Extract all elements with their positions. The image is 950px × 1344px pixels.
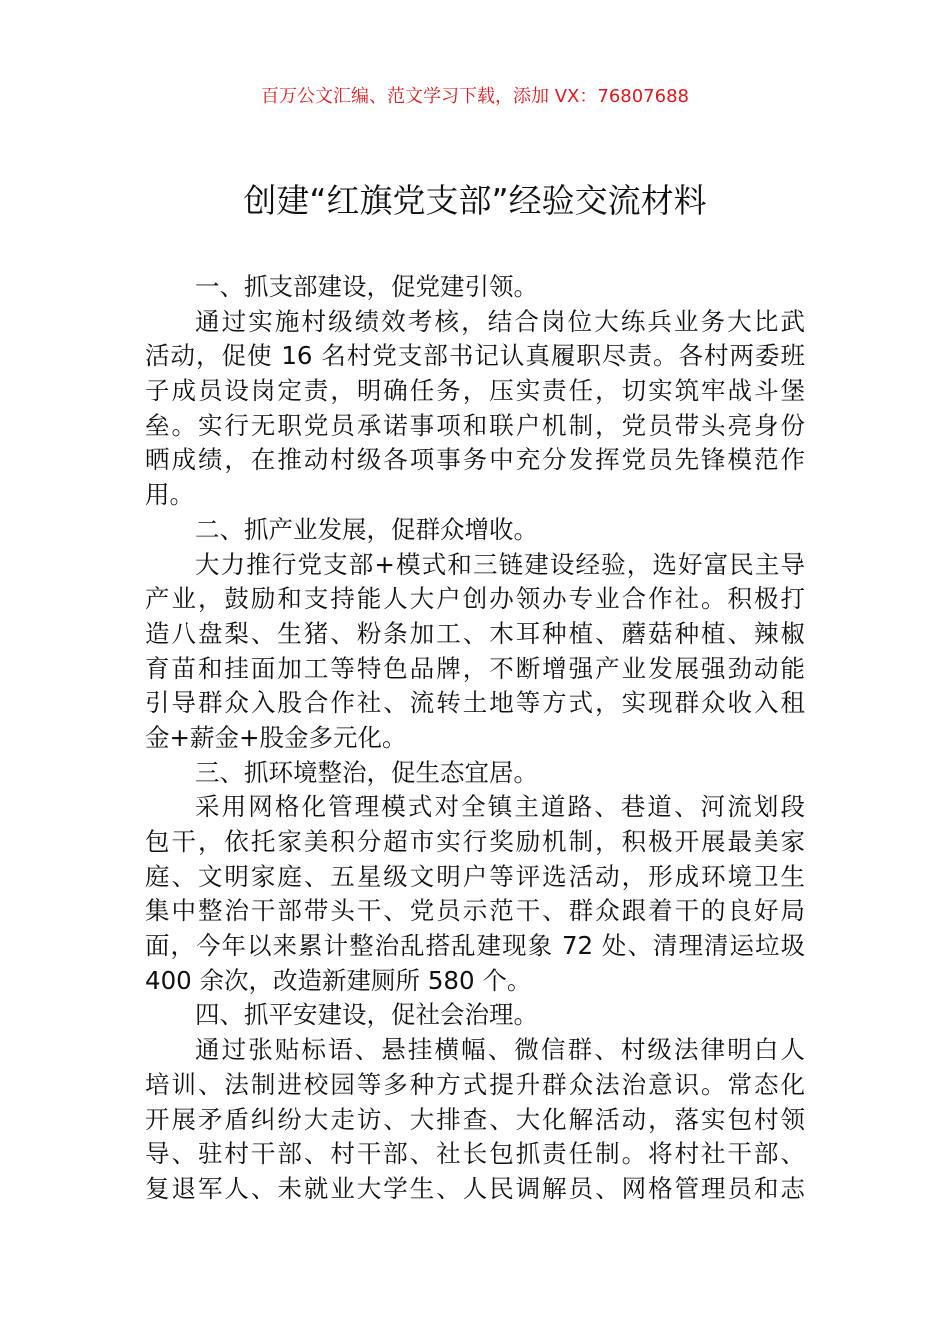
paragraph-line: 造八盘梨、生猪、粉条加工、木耳种植、蘑菇种植、辣椒: [145, 618, 805, 648]
paragraph-line: 子成员设岗定责，明确任务，压实责任，切实筑牢战斗堡: [145, 376, 805, 406]
document-body: [145, 270, 805, 1207]
paragraph-line: 大力推行党支部+模式和三链建设经验，选好富民主导: [195, 549, 805, 579]
section-heading: 一、抓支部建设，促党建引领。: [195, 272, 538, 301]
paragraph-line: 通过实施村级绩效考核，结合岗位大练兵业务大比武: [195, 306, 805, 336]
paragraph-line: 垒。实行无职党员承诺事项和联户机制，党员带头亮身份: [145, 410, 805, 440]
paragraph-line: 用。: [145, 480, 194, 510]
paragraph-line: 活动，促使 16 名村党支部书记认真履职尽责。各村两委班: [145, 341, 805, 371]
paragraph-line: 通过张贴标语、悬挂横幅、微信群、村级法律明白人: [195, 1035, 805, 1065]
watermark-banner: 百万公文汇编、范文学习下载，添加 VX：76807688: [261, 86, 689, 107]
paragraph-line: 采用网格化管理模式对全镇主道路、巷道、河流划段: [195, 792, 805, 822]
section-heading: 二、抓产业发展，促群众增收。: [195, 514, 538, 544]
paragraph-line: 金+薪金+股金多元化。: [145, 722, 407, 752]
section-heading: 三、抓环境整治，促生态宜居。: [195, 757, 538, 787]
paragraph-line: 产业，鼓励和支持能人大户创办领办专业合作社。积极打: [145, 584, 805, 614]
paragraph-line: 复退军人、未就业大学生、人民调解员、网格管理员和志: [145, 1173, 805, 1203]
paragraph-line: 导、驻村干部、村干部、社长包抓责任制。将村社干部、: [145, 1139, 805, 1169]
section-heading: 四、抓平安建设，促社会治理。: [195, 1000, 538, 1030]
paragraph-line: 包干，依托家美积分超市实行奖励机制，积极开展最美家: [145, 827, 805, 856]
paragraph-line: 开展矛盾纠纷大走访、大排查、大化解活动，落实包村领: [145, 1104, 805, 1134]
paragraph-line: 育苗和挂面加工等特色品牌，不断增强产业发展强劲动能: [145, 653, 805, 683]
paragraph-line: 培训、法制进校园等多种方式提升群众法治意识。常态化: [145, 1069, 805, 1099]
paragraph-line: 晒成绩，在推动村级各项事务中充分发挥党员先锋模范作: [145, 445, 805, 475]
paragraph-line: 400 余次，改造新建厕所 580 个。: [145, 965, 532, 995]
paragraph-line: 面，今年以来累计整治乱搭乱建现象 72 处、清理清运垃圾: [145, 931, 805, 961]
document-title: 创建“红旗党支部”经验交流材料: [243, 181, 707, 220]
paragraph-line: 庭、文明家庭、五星级文明户等评选活动，形成环境卫生: [145, 861, 805, 891]
paragraph-line: 集中整治干部带头干、党员示范干、群众跟着干的良好局: [145, 896, 805, 926]
paragraph-line: 引导群众入股合作社、流转土地等方式，实现群众收入租: [145, 688, 805, 718]
